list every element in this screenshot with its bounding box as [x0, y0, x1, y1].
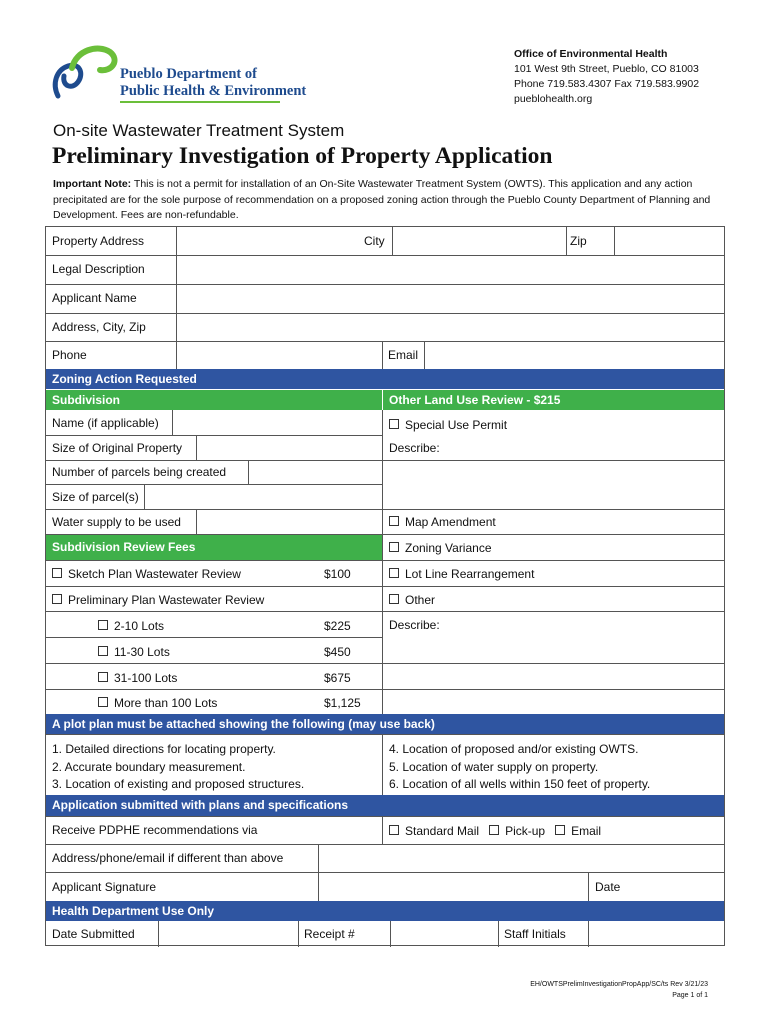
staff-initials-label: Staff Initials [504, 927, 566, 941]
plot-item-6: 6. Location of all wells within 150 feet of property. [389, 777, 651, 791]
other-label: Other [405, 593, 436, 607]
pickup-checkbox[interactable] [489, 825, 499, 835]
other-land-use-header: Other Land Use Review - $215 [383, 390, 724, 410]
signature-date-label: Date [595, 880, 621, 894]
property-address-label: Property Address [52, 234, 145, 248]
applicant-signature-field[interactable] [324, 876, 584, 896]
city-field[interactable] [396, 231, 562, 251]
lot-line-checkbox[interactable] [389, 568, 399, 578]
other-option[interactable] [389, 593, 435, 607]
plot-item-1: 1. Detailed directions for locating property. [52, 742, 276, 756]
health-dept-header: Health Department Use Only [46, 901, 724, 921]
pueblo-logo-icon [50, 44, 120, 106]
parcel-size-label: Size of parcel(s) [52, 490, 139, 504]
lots-100-plus-option[interactable] [98, 696, 217, 710]
email-option[interactable] [555, 824, 601, 838]
phone-field[interactable] [182, 345, 378, 365]
lot-line-option[interactable] [389, 567, 534, 581]
zoning-variance-label: Zoning Variance [405, 541, 492, 555]
prelim-plan-label: Preliminary Plan Wastewater Review [68, 593, 265, 607]
special-use-checkbox[interactable] [389, 419, 399, 429]
standard-mail-checkbox[interactable] [389, 825, 399, 835]
office-name: Office of Environmental Health [514, 48, 668, 60]
describe-label-2: Describe: [389, 618, 440, 632]
email-field[interactable] [428, 345, 718, 365]
subdivision-fees-header: Subdivision Review Fees [46, 535, 382, 560]
lots-31-100-label: 31-100 Lots [114, 671, 178, 685]
logo-line-1: Pueblo Department of [120, 66, 257, 82]
email-option-label: Email [571, 824, 602, 838]
lot-line-label: Lot Line Rearrangement [405, 567, 535, 581]
standard-mail-option[interactable] [389, 824, 479, 838]
plot-item-5: 5. Location of water supply on property. [389, 759, 599, 774]
prelim-plan-option[interactable] [52, 593, 264, 607]
plot-plan-header: A plot plan must be attached showing the following (may use back) [46, 714, 724, 734]
sketch-plan-fee: $100 [324, 567, 351, 581]
phone-label: Phone [52, 348, 87, 362]
standard-mail-label: Standard Mail [405, 824, 480, 838]
zoning-action-header: Zoning Action Requested [46, 369, 724, 389]
plot-item-4: 4. Location of proposed and/or existing OWTS. [389, 742, 639, 756]
important-note [53, 177, 713, 224]
name-if-applicable-label: Name (if applicable) [52, 416, 159, 430]
applicant-signature-label: Applicant Signature [52, 880, 157, 894]
water-supply-label: Water supply to be used [52, 515, 181, 529]
zip-label: Zip [570, 234, 587, 248]
logo-underline [120, 101, 280, 103]
sketch-plan-option[interactable] [52, 567, 241, 581]
lots-100-plus-fee: $1,125 [324, 696, 361, 710]
form-title: Preliminary Investigation of Property Application [52, 143, 553, 169]
lots-2-10-label: 2-10 Lots [114, 619, 165, 633]
zoning-variance-option[interactable] [389, 541, 492, 555]
sketch-plan-label: Sketch Plan Wastewater Review [68, 567, 241, 581]
plot-requirements-left [52, 741, 304, 794]
special-use-option[interactable] [389, 418, 507, 432]
map-amendment-label: Map Amendment [405, 515, 496, 529]
legal-description-field[interactable] [182, 259, 718, 279]
note-label: Important Note: [53, 178, 132, 190]
lots-2-10-fee: $225 [324, 619, 351, 633]
lots-11-30-label: 11-30 Lots [114, 645, 170, 659]
lots-11-30-option[interactable] [98, 645, 170, 659]
plot-item-3: 3. Location of existing and proposed structures. [52, 777, 305, 791]
email-label: Email [388, 348, 419, 362]
form-subtitle: On-site Wastewater Treatment System [53, 121, 345, 140]
delivery-options [389, 824, 601, 838]
special-use-label: Special Use Permit [405, 418, 508, 432]
applicant-name-field[interactable] [182, 288, 718, 308]
office-phone: Phone 719.583.4307 Fax 719.583.9902 [514, 78, 700, 90]
sketch-plan-checkbox[interactable] [52, 568, 62, 578]
property-address-field[interactable] [182, 231, 388, 251]
date-submitted-label: Date Submitted [52, 927, 135, 941]
pickup-option[interactable] [489, 824, 545, 838]
lots-11-30-checkbox[interactable] [98, 646, 108, 656]
lots-2-10-checkbox[interactable] [98, 620, 108, 630]
logo-line-2: Public Health & Environment [120, 83, 307, 99]
map-amendment-checkbox[interactable] [389, 516, 399, 526]
zoning-variance-checkbox[interactable] [389, 542, 399, 552]
plot-item-2: 2. Accurate boundary measurement. [52, 759, 246, 774]
email-checkbox[interactable] [555, 825, 565, 835]
describe-label-1: Describe: [389, 441, 440, 455]
receipt-label: Receipt # [304, 927, 355, 941]
lots-31-100-option[interactable] [98, 671, 177, 685]
map-amendment-option[interactable] [389, 515, 496, 529]
alt-contact-field[interactable] [324, 848, 718, 868]
lots-2-10-option[interactable] [98, 619, 164, 633]
size-original-property-label: Size of Original Property [52, 441, 183, 455]
lots-31-100-fee: $675 [324, 671, 351, 685]
footer-page: Page 1 of 1 [672, 992, 708, 999]
logo-wordmark [120, 66, 306, 100]
lots-31-100-checkbox[interactable] [98, 672, 108, 682]
city-label: City [364, 234, 385, 248]
office-web: pueblohealth.org [514, 93, 593, 105]
lots-11-30-fee: $450 [324, 645, 351, 659]
legal-description-label: Legal Description [52, 262, 145, 276]
prelim-plan-checkbox[interactable] [52, 594, 62, 604]
footer-code: EH/OWTSPrelimInvestigationPropApp/SC/ts Rev 3/21/23 [530, 981, 708, 988]
note-text: This is not a permit for installation of an On-Site Wastewater Treatment System (OWTS). This application and any action precipitated are for the sole purpose of recommendation on a proposed zoning action through the Pueblo County Department of Planning and Development. Fees are non-refundable. [53, 178, 711, 221]
subdivision-header: Subdivision [46, 390, 382, 410]
application-form [45, 226, 725, 946]
office-address: 101 West 9th Street, Pueblo, CO 81003 [514, 63, 699, 75]
address-city-zip-field[interactable] [182, 317, 718, 337]
lots-100-plus-label: More than 100 Lots [114, 696, 218, 710]
alt-contact-label: Address/phone/email if different than above [52, 851, 284, 865]
applicant-name-label: Applicant Name [52, 291, 137, 305]
other-checkbox[interactable] [389, 594, 399, 604]
parcels-count-label: Number of parcels being created [52, 465, 227, 479]
submission-header: Application submitted with plans and specifications [46, 795, 724, 816]
address-city-zip-label: Address, City, Zip [52, 320, 146, 334]
pickup-label: Pick-up [505, 824, 546, 838]
receive-recommendations-label: Receive PDPHE recommendations via [52, 823, 258, 837]
plot-requirements-right [389, 741, 650, 794]
office-contact [514, 47, 699, 107]
lots-100-plus-checkbox[interactable] [98, 697, 108, 707]
zip-field[interactable] [618, 231, 718, 251]
